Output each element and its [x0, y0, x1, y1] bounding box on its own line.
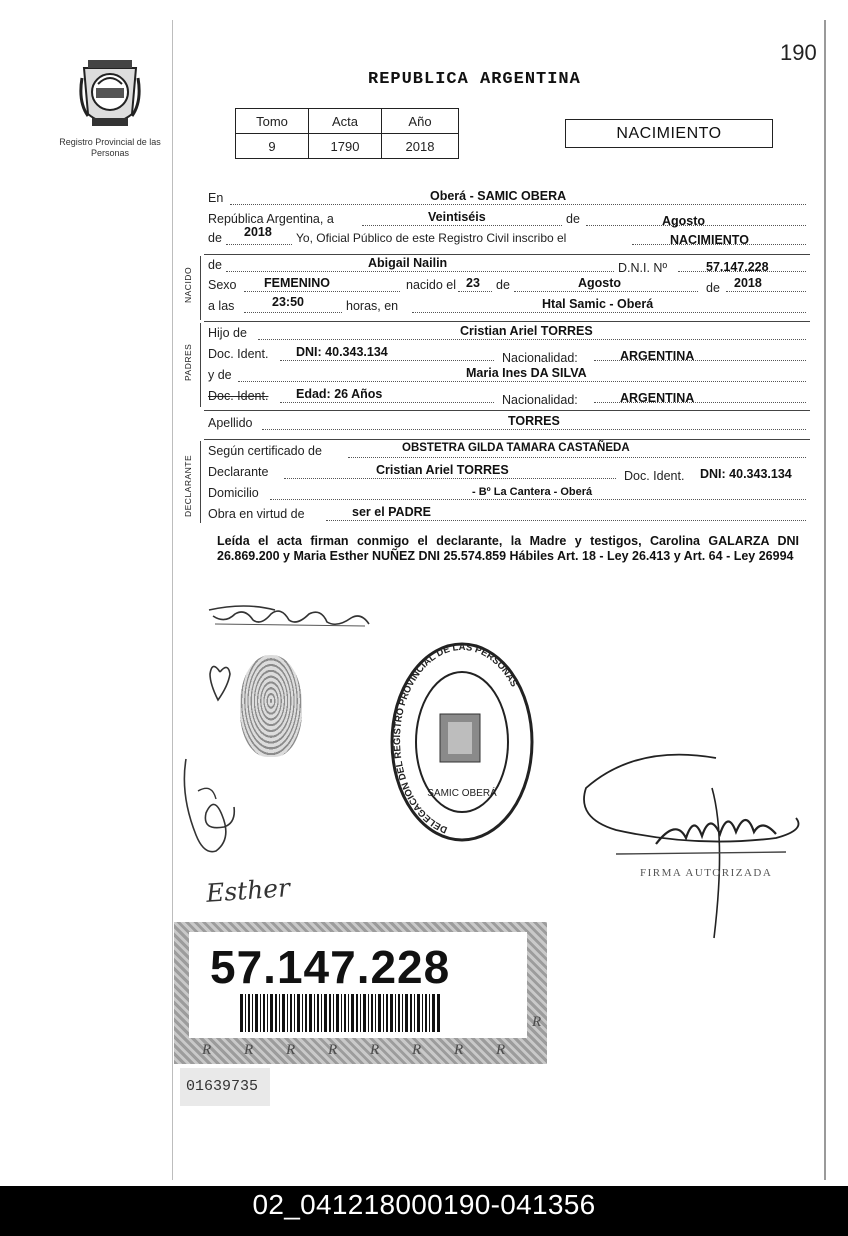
section-label-padres: PADRES — [183, 343, 193, 381]
dotted-line — [244, 312, 342, 313]
nacionalidad-label: Nacionalidad: — [502, 351, 578, 365]
dotted-line — [230, 204, 806, 205]
mother-name-value: Maria Ines DA SILVA — [466, 366, 587, 380]
dotted-line — [244, 291, 400, 292]
id-label-background: R R R R R R R R R — [174, 922, 547, 1064]
child-name-value: Abigail Nailin — [368, 256, 448, 270]
row-surname — [208, 416, 808, 434]
sexo-label: Sexo — [208, 278, 237, 292]
dotted-line — [458, 291, 492, 292]
mother-nationality-value: ARGENTINA — [620, 391, 695, 405]
stamp-inner-text: SAMIC OBERÁ — [427, 788, 497, 799]
row-date — [208, 212, 808, 230]
registry-value-acta: 1790 — [309, 134, 382, 159]
mother-doc-value: Edad: 26 Años — [296, 387, 383, 401]
certificate-value: OBSTETRA GILDA TAMARA CASTAÑEDA — [402, 442, 630, 454]
registry-header-row — [236, 109, 459, 134]
section-label-declarante: DECLARANTE — [183, 454, 193, 517]
a-las-label: a las — [208, 299, 235, 313]
row-time-place — [208, 295, 808, 317]
child-dni-value: 57.147.228 — [706, 260, 769, 274]
declarant-doc-value: DNI: 40.343.134 — [700, 467, 792, 481]
republica-label: República Argentina, a — [208, 212, 334, 226]
row-place — [208, 191, 808, 209]
dni-label: D.N.I. Nº — [618, 261, 668, 275]
dotted-line — [280, 360, 494, 361]
registry-stamp — [388, 640, 536, 845]
declarant-value: Cristian Ariel TORRES — [376, 463, 509, 477]
day-words-value: Veintiséis — [428, 210, 486, 224]
birth-year-value: 2018 — [734, 276, 762, 290]
inscribe-text: Yo, Oficial Público de este Registro Civil inscribo el — [296, 231, 567, 245]
section-separator — [204, 254, 810, 255]
dotted-line — [412, 312, 806, 313]
page-left-edge — [172, 20, 173, 1180]
dotted-line — [262, 429, 806, 430]
document-type-box: NACIMIENTO — [565, 119, 773, 148]
serial-number: 01639735 — [180, 1068, 270, 1106]
declarante-label: Declarante — [208, 465, 269, 479]
capacity-value: ser el PADRE — [352, 505, 431, 519]
birth-time-value: 23:50 — [272, 295, 304, 309]
row-year-event — [208, 225, 808, 249]
dotted-line — [280, 402, 494, 403]
sex-value: FEMENINO — [264, 276, 330, 290]
event-value: NACIMIENTO — [670, 233, 749, 247]
nacionalidad2-label: Nacionalidad: — [502, 393, 578, 407]
de2-label: de — [208, 231, 222, 245]
year-value: 2018 — [244, 225, 272, 239]
registry-table — [235, 108, 459, 159]
row-mother-name — [208, 368, 808, 386]
logo-caption: Registro Provincial de las Personas — [59, 137, 161, 158]
row-father-doc — [208, 347, 808, 365]
row-mother-doc — [208, 389, 808, 407]
dotted-line — [270, 499, 806, 500]
dotted-line — [514, 291, 698, 292]
dotted-line — [238, 381, 806, 382]
birth-month-value: Agosto — [578, 276, 622, 290]
page-right-edge — [824, 20, 826, 1180]
en-label: En — [208, 191, 224, 205]
footer-code: 02_041218000190-041356 — [252, 1189, 596, 1220]
document-title: REPUBLICA ARGENTINA — [368, 70, 581, 89]
declarant-signature — [205, 600, 375, 634]
dotted-line — [226, 271, 614, 272]
father-doc-value: DNI: 40.343.134 — [296, 345, 388, 359]
row-child-name — [208, 258, 808, 276]
certificado-label: Según certificado de — [208, 444, 322, 458]
section-bracket — [200, 256, 201, 320]
row-sex-birth — [208, 278, 808, 296]
birth-day-value: 23 — [466, 276, 480, 290]
horas-label: horas, en — [346, 299, 399, 313]
surname-value: TORRES — [508, 414, 560, 428]
father-name-value: Cristian Ariel TORRES — [460, 324, 593, 338]
section-separator — [204, 439, 810, 440]
child-de-label: de — [208, 258, 222, 272]
registry-value-anio: 2018 — [382, 134, 459, 159]
hijo-label: Hijo de — [208, 326, 247, 340]
mother-signature — [176, 755, 246, 865]
section-label-nacido: NACIDO — [183, 266, 193, 303]
row-address — [208, 486, 808, 504]
birth-de2-label: de — [706, 281, 720, 295]
month-value: Agosto — [662, 214, 706, 228]
province-seal-logo — [78, 54, 142, 134]
y-de-label: y de — [208, 368, 232, 382]
fingerprint — [240, 655, 302, 757]
row-capacity — [208, 507, 808, 525]
registry-header-anio: Año — [382, 109, 459, 134]
witness-signature: Esther — [205, 873, 291, 908]
father-nationality-value: ARGENTINA — [620, 349, 695, 363]
authorized-signature — [576, 748, 816, 948]
dotted-line — [326, 520, 806, 521]
page-number: 190 — [780, 40, 817, 65]
dotted-line — [726, 291, 806, 292]
legal-text: Leída el acta firman conmigo el declarante, la Madre y testigos, Carolina GALARZA DNI 26.869.200 y Maria Esther NUÑEZ DNI 25.574.859 Hábiles Art. 18 - Ley 26.413 y Art. 64 - Ley 26994 — [217, 534, 799, 563]
barcode — [240, 994, 440, 1032]
section-bracket — [200, 441, 201, 523]
registry-header-tomo: Tomo — [236, 109, 309, 134]
section-separator — [204, 410, 810, 411]
id-label-number: 57.147.228 — [210, 941, 451, 993]
authorized-signature-caption: FIRMA AUTORIZADA — [640, 867, 773, 879]
dotted-line — [226, 244, 292, 245]
birth-de-label: de — [496, 278, 510, 292]
birth-place-value: Htal Samic - Oberá — [542, 297, 654, 311]
obra-label: Obra en virtud de — [208, 507, 305, 521]
registry-value-tomo: 9 — [236, 134, 309, 159]
doc-ident2-label: Doc. Ident. — [208, 389, 269, 403]
address-value: - Bº La Cantera - Oberá — [472, 486, 593, 498]
dotted-line — [258, 339, 806, 340]
nacido-label: nacido el — [406, 278, 457, 292]
section-separator — [204, 321, 810, 322]
doc-ident-label: Doc. Ident. — [208, 347, 269, 361]
dotted-line — [348, 457, 806, 458]
de-label: de — [566, 212, 580, 226]
dotted-line — [362, 225, 562, 226]
apellido-label: Apellido — [208, 416, 253, 430]
row-declarant — [208, 465, 810, 483]
place-value: Oberá - SAMIC OBERA — [430, 189, 567, 203]
stamp-ring-text: DELEGACIÓN DEL REGISTRO PROVINCIAL DE LAS PERSONAS — [392, 641, 520, 836]
dotted-line — [284, 478, 616, 479]
declarant-doc-label: Doc. Ident. — [624, 469, 685, 483]
registry-value-row — [236, 134, 459, 159]
domicilio-label: Domicilio — [208, 486, 259, 500]
heart-mark — [206, 660, 236, 706]
registry-header-acta: Acta — [309, 109, 382, 134]
section-bracket — [200, 323, 201, 407]
row-certificate — [208, 444, 808, 462]
row-father-name — [208, 326, 808, 344]
